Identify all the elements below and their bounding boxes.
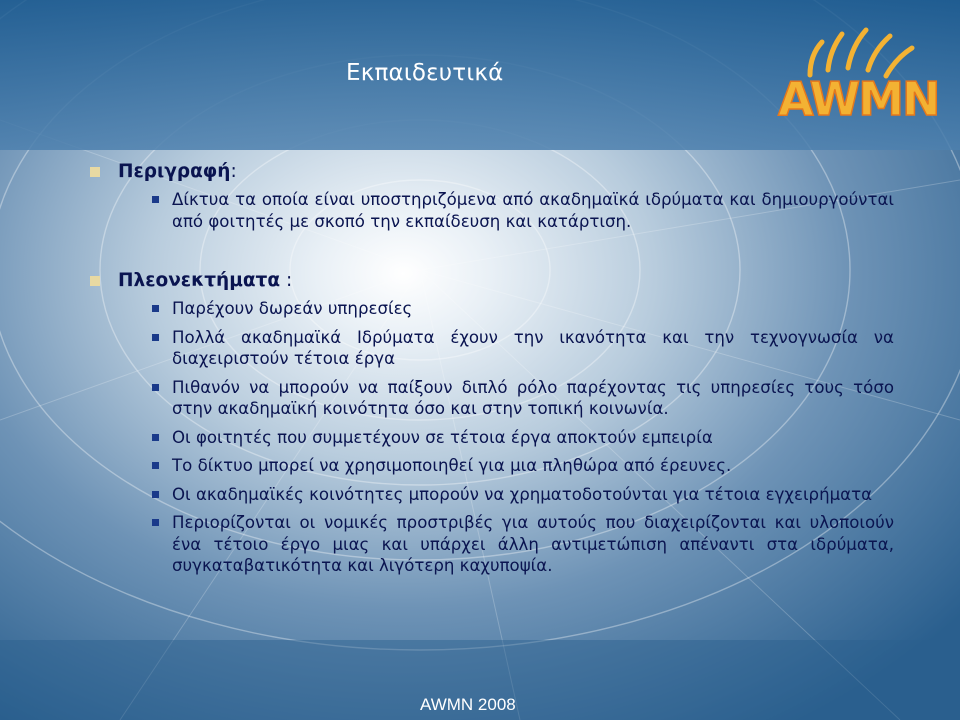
list-item — [172, 427, 920, 449]
square-bullet-icon — [152, 196, 159, 203]
list-item — [172, 298, 920, 320]
square-bullet-icon — [90, 167, 100, 177]
list-item — [172, 377, 920, 420]
slide-footer: AWMN 2008 — [420, 695, 516, 714]
square-bullet-icon — [152, 434, 159, 441]
square-bullet-icon — [90, 276, 100, 286]
list-item — [172, 327, 920, 370]
list-item — [172, 455, 920, 477]
awmn-logo — [770, 20, 940, 140]
list-item — [172, 512, 920, 577]
list-item — [172, 484, 920, 506]
square-bullet-icon — [152, 305, 159, 312]
section-suffix: : — [230, 161, 237, 182]
slide-content — [90, 160, 920, 584]
list-item-text: Οι ακαδημαϊκές κοινότητες μπορούν να χρηματοδοτούνται για τέτοια εγχειρήματα — [172, 484, 873, 504]
list-item-text: Περιορίζονται οι νομικές προστριβές για αυτούς που διαχειρίζονται και υλοποιούν ένα τέτοιο έργο μιας και υπάρχει άλλη αντιμετώπιση απέναντι στα ιδρύματα, συγκαταβατικότητα και λιγότερη καχυποψία. — [172, 513, 894, 575]
section-advantages — [90, 269, 920, 292]
section-label: Περιγραφή — [118, 161, 231, 182]
square-bullet-icon — [152, 462, 159, 469]
section-description — [90, 160, 920, 183]
square-bullet-icon — [152, 334, 159, 341]
list-item-text: Πιθανόν να μπορούν να παίξουν διπλό ρόλο παρέχοντας τις υπηρεσίες τους τόσο στην ακαδημαϊκή κοινότητα όσο και στην τοπική κοινωνία. — [172, 377, 894, 418]
logo-rays-icon — [810, 30, 912, 76]
list-item — [172, 189, 920, 232]
square-bullet-icon — [152, 491, 159, 498]
list-item-text: Παρέχουν δωρεάν υπηρεσίες — [172, 299, 413, 318]
section-label: Πλεονεκτήματα — [118, 270, 281, 291]
list-item-text: Οι φοιτητές που συμμετέχουν σε τέτοια έργα αποκτούν εμπειρία — [172, 427, 713, 447]
list-item-text: Πολλά ακαδημαϊκά Ιδρύματα έχουν την ικανότητα και την τεχνογνωσία να διαχειριστούν τέτοια έργα — [172, 327, 894, 368]
list-item-text: Το δίκτυο μπορεί να χρησιμοποιηθεί για μια πληθώρα από έρευνες. — [172, 456, 732, 475]
section-suffix: : — [280, 270, 293, 291]
logo-text: AWMN — [778, 72, 939, 126]
square-bullet-icon — [152, 519, 159, 526]
list-item-text: Δίκτυα τα οποία είναι υποστηριζόμενα από ακαδημαϊκά ιδρύματα και δημιουργούνται από φοιτητές με σκοπό την εκπαίδευση και κατάρτιση. — [172, 190, 894, 231]
slide-title: Εκπαιδευτικά — [346, 60, 504, 86]
square-bullet-icon — [152, 384, 159, 391]
